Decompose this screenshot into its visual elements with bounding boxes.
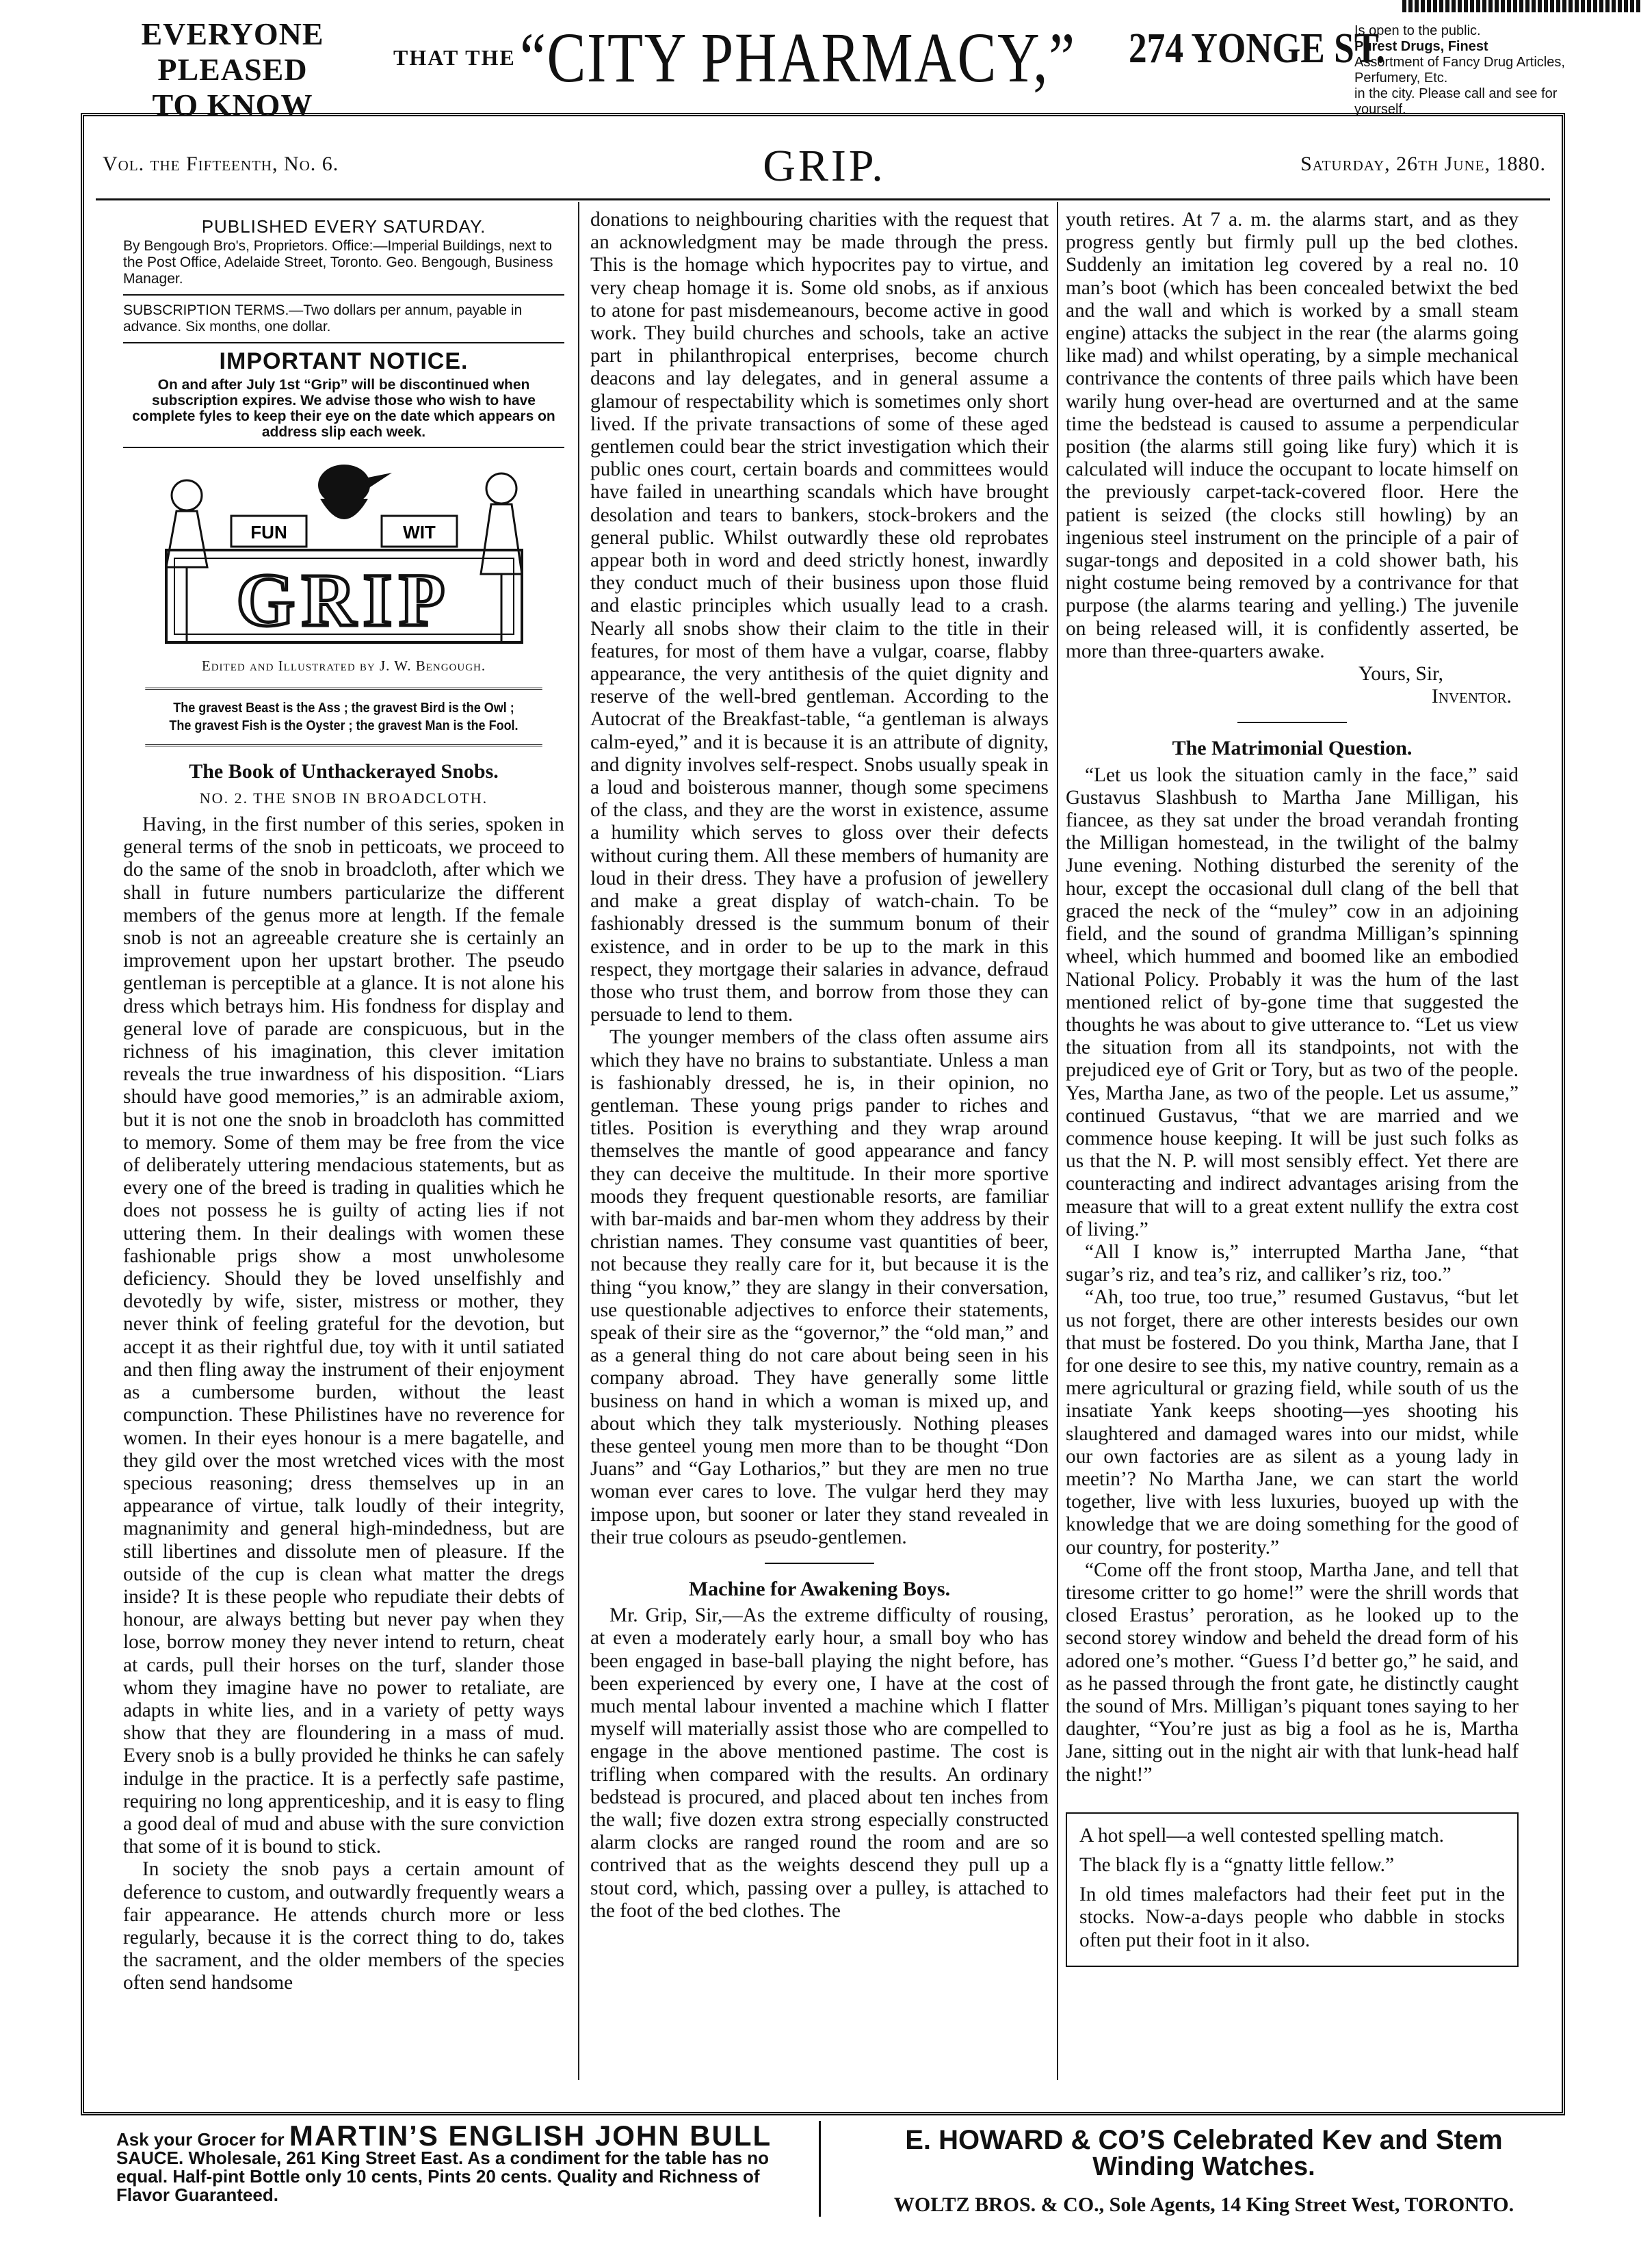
masthead-rule: [96, 198, 1550, 200]
motto-line-1: The gravest Beast is the Ass ; the gravest Bird is the Owl ;: [173, 700, 514, 716]
subscription-terms: SUBSCRIPTION TERMS.—Two dollars per annum, payable in advance. Six months, one dollar.: [123, 302, 523, 335]
snobs-article-title: The Book of Unthackerayed Snobs.: [189, 759, 499, 783]
banner-small-2: Purest Drugs, Finest: [1354, 39, 1488, 54]
column-divider-1: [578, 202, 579, 2080]
section-rule: [765, 1563, 874, 1564]
watch-advert-agents: WOLTZ BROS. & CO., Sole Agents, 14 King Street West, TORONTO.: [893, 2193, 1514, 2216]
machine-paragraph-2: youth retires. At 7 a. m. the alarms start, and as they progress gently but firmly pull up the bed clothes. Suddenly an imitation leg covered by a real no. 10 man’s boot (which has been concealed betwixt the bed and the wall and which is worked by a small steam engine) attacks the subject in the rear (the alarms going like mad) and whilst operating, by a simple mechanical contrivance the contents of three pails which have been warily hung over-head are overturned and at the same time the bedstead is caused to assume a perpendicular position (the alarms still going like fury) which it is calculated will induce the occupant to locate himself on the previously carpet-tack-covered floor. Here the patient is seized (the clocks still howling) by an ingenious steel instrument on the principle of a pair of sugar-tongs and deposited in a cold shower bath, his night costume being removed by a contrivance for that purpose (the alarms tearing and yelling.) The juvenile on being released will, it is confidently asserted, be more than three-quarters awake.: [1066, 209, 1519, 662]
banner-left: [82, 16, 383, 123]
joke-1: A hot spell—a well contested spelling match.: [1079, 1824, 1445, 1847]
notice-body: On and after July 1st “Grip” will be discontinued when subscription expires. We advise those who wish to have complete fyles to keep their eye on the date which appears on address slip each week.: [132, 377, 555, 441]
volume-number: Vol. the Fifteenth, No. 6.: [103, 153, 339, 175]
published-heading: PUBLISHED EVERY SATURDAY.: [201, 216, 486, 237]
sauce-advert-body: SAUCE. Wholesale, 261 King Street East. As a condiment for the table has no equal. Half-pint Bottle only 10 cents, Pints 20 cents. Quality and Richness of Flavor Guaranteed.: [116, 2148, 770, 2205]
banner-left-line1: EVERYONE PLEASED: [141, 16, 324, 87]
matrimonial-paragraph-1: “Let us look the situation camly in the face,” said Gustavus Slashbush to Martha Jane Milligan, his fiancee, as they sat under the broad verandah fronting the Milligan homestead, in the twilight of the balmy June evening. Nothing disturbed the serenity of the hour, except the occasional dull clang of the bell that graced the neck of the “muley” cow in an adjoining field, and the sound of grandma Milligan’s spinning wheel, which hummed and boomed like an embodied National Policy. Probably it was the hum of the last mentioned relict of by-gone time that suggested the thoughts he was about to give utterance to. “Let us view the situation from all its standpoints, not with the prejudiced eye of Grit or Tory, but as two of the people. Yes, Martha Jane, as two of the people. Let us assume,” continued Gustavus, “that we are married and we commence house keeping. It will be just such folks as us that the N. P. will most sensibly effect. Yet there are counteracting and indirect advantages arising from the measure that will to a great extent nullify the extra cost of living.”: [1066, 764, 1519, 1240]
banner-left-line2: TO KNOW: [152, 88, 313, 122]
snobs-paragraph-3: donations to neighbouring charities with the request that an acknowledgment may be made through the press. This is the homage which hypocrites pay to virtue, and very cheap homage it is. Some old snobs, as if anxious to atone for past misdemeanours, become active in good work. They build churches and schools, take an active part in philanthropical enterprises, become church deacons and lay delegates, and in general assume a glamour of respectability which is sometimes only short lived. If the private transactions of some of these aged gentlemen could bear the strict investigation which their public ones court, certain boards and committees would have failed in unearthing scandals which have brought desolation and tears to bankers, stock-brokers and the general public. Whilst outwardly these old reprobates appear both in word and deed strictly honest, inwardly they conduct much of their business upon those fluid and elastic principles which usually lead to a crash. Nearly all snobs show their claim to the title in their features, for most of them have a vulgar, coarse, flabby appearance, the very antithesis of the quiet dignity and reserve of the well-bred gentleman. According to the Autocrat of the Breakfast-table, “a gentleman is always calm-eyed,” and it is because it is an attribute of dignity, and dignity involves self-respect. Snobs usually speak in a loud and boisterous manner, though some specimens of the class, and they are the worst in existence, assume a humility which serves to gloss over their defects without curing them. All these members of humanity are loud in their dress. They have a profusion of jewellery and make a great display of watch-chain. To be fashionably dressed is the summum bonum of their existence, and in order to be up to the mark in this respect, they mortgage their salaries in advance, defraud those who trust them, and borrow from those they can persuade to lend to them.: [590, 209, 1049, 1026]
grip-logo-illustration: [139, 458, 549, 649]
letter-closing: Yours, Sir,: [1358, 663, 1443, 686]
machine-article-title: Machine for Awakening Boys.: [688, 1577, 951, 1600]
letter-signature: Inventor.: [1431, 686, 1512, 708]
banner-store-name: “CITY PHARMACY,”: [520, 18, 1076, 97]
snobs-article-subtitle: NO. 2. THE SNOB IN BROADCLOTH.: [199, 789, 488, 807]
logo-grip-letters: GRIP: [236, 558, 451, 642]
banner-small-4: in the city. Please call and see for yourself.: [1354, 86, 1558, 117]
top-edge-strip: [1402, 0, 1641, 12]
footer-divider: [819, 2121, 821, 2217]
sauce-advert: [116, 2120, 787, 2215]
snobs-paragraph-1: Having, in the first number of this series, spoken in general terms of the snob in petticoats, we proceed to do the same of the snob in broadcloth, after which we shall in future numbers particularize the different members of the genus more at length. If the female snob is not an agreeable creature she is certainly an improvement upon her upstart brother. The pseudo gentleman is perceptible at a glance. It is not alone his dress which betrays him. His fondness for display and general love of parade are conspicuous, but in the richness of his imagination, this clever imitation reveals the true inwardness of his disposition. “Liars should have good memories,” is an admirable axiom, but it is not one the snob in broadcloth has committed to memory. Some of them may be free from the vice of deliberately uttering mendacious statements, but as every one of the breed is trading in qualities which he does not possess he is guilty of acting lies if not uttering them. In their dealings with women these fashionable prigs show a most unwholesome deficiency. Should they be loved unselfishly and devotedly by wife, sister, mistress or mother, they never think of feeling grateful for the devotion, but accept it as their rightful due, toy with it until satiated and then fling away the instrument of their enjoyment as a cumbersome burden, without the least compunction. These Philistines have no reverence for women. In their eyes honour is a mere bagatelle, and they gild over the most wretched vices with the most specious reasoning; dress themselves up in an appearance of virtue, talk loudly of their integrity, magnanimity and general high-mindedness, but are still libertines and dissolute men of pleasure. If the outside of the cup is clean what matter the dregs inside? It is these people who repudiate their debts of honour, are always betting but never pay when they lose, borrow money they never intend to return, cheat at cards, pull their horses on the turf, slander those whom they imagine have no power to retaliate, are adapts in white lies, and in a variety of petty ways show that they are floundering in a mass of mud. Every snob is a bully provided he thinks he can safely indulge in the practice. It is a perfectly safe pastime, requiring no long apprenticeship, and it is easy to fling a good deal of mud and abuse with the sure conviction that some of it is bound to stick.: [123, 813, 564, 1858]
banner-that-the: THAT THE: [393, 45, 516, 70]
watch-advert-line2: Winding Watches.: [1092, 2152, 1315, 2181]
banner-small-1: Is open to the public.: [1354, 23, 1481, 38]
sauce-brand: MARTIN’S ENGLISH JOHN BULL: [289, 2120, 772, 2152]
column-2: [590, 209, 1049, 1922]
divider: [123, 342, 564, 343]
banner-small-print: [1354, 23, 1570, 118]
newspaper-title: GRIP.: [763, 141, 886, 191]
matrimonial-paragraph-2: “All I know is,” interrupted Martha Jane, “that sugar’s riz, and tea’s riz, and calliker’s riz, too.”: [1066, 1240, 1519, 1286]
sauce-advert-lead: Ask your Grocer for: [116, 2129, 289, 2150]
machine-paragraph-1: Mr. Grip, Sir,—As the extreme difficulty of rousing, at even a moderately early hour, a small boy who has been engaged in base-ball playing the night before, has been experienced by every one, I have at the cost of much mental labour invented a machine which I flatter myself will materially assist those who are compelled to engage in the above mentioned pastime. The cost is trifling when compared with the results. An ordinary bedstead is procured, and placed about ten inches from the wall; five dozen extra strong especially constructed alarm clocks are ranged round the room and are so contrived that as the weights descend they pull up a stout cord, which, passing over a pulley, is attached to the foot of the bed clothes. The: [590, 1604, 1049, 1922]
grip-logo-drawing: [139, 458, 549, 649]
masthead: [103, 140, 1546, 192]
column-1: [123, 209, 564, 1995]
notice-title: IMPORTANT NOTICE.: [219, 348, 469, 375]
jokes-box: [1066, 1812, 1519, 1967]
matrimonial-article-title: The Matrimonial Question.: [1172, 737, 1413, 760]
divider: [123, 294, 564, 296]
matrimonial-paragraph-3: “Ah, too true, too true,” resumed Gustavus, “but let us not forget, there are other interests besides our own that must be fostered. Do you think, Martha Jane, that I for one desire to see this, my native country, remain as a mere agricultural or grazing field, while south of us the insatiate Yank keeps shooting—yes shooting his slaughtered and damaged wares into our midst, while our own factories are as silent as a young lady in meetin’? No Martha Jane, we can start the world together, live with less luxuries, buoyed up with the knowledge that we are doing something for the good of our country, for posterity.”: [1066, 1286, 1519, 1559]
divider: [123, 447, 564, 448]
logo-fun-label: FUN: [250, 522, 287, 543]
snobs-paragraph-2: In society the snob pays a certain amount of deference to custom, and outwardly frequently wears a fair appearance. He attends church more or less regularly, because it is the correct thing to do, takes the sacrament, and the older members of the species often send handsome: [123, 1858, 564, 1994]
snobs-paragraph-4: The younger members of the class often assume airs which they have no brains to substantiate. Unless a man is fashionably dressed, he is, in their opinion, no gentleman. These young prigs pander to riches and titles. Position is everything and they wrap around themselves the mantle of good appearance and fancy they can deceive the multitude. In their more sportive moods they frequent questionable resorts, are familiar with bar-maids and bar-men whom they address by their christian names. They consume vast quantities of beer, not because they really care for it, but because it is the thing “you know,” they are slangy in their conversation, use questionable adjectives to enforce their statements, speak of their sire as the “governor,” the “old man,” and as a general thing do not care about being seen in his company abroad. They have generally some little business on hand in which a woman is mixed up, and about which they talk mysteriously. Nothing pleases these genteel young men more than to be thought “Don Juans” and “Gay Lotharios,” but they are men no true woman ever cares to love. The vulgar herd they may impose upon, but sooner or later they stand revealed in their true colours as pseudo-gentlemen.: [590, 1026, 1049, 1548]
issue-date: Saturday, 26th June, 1880.: [1300, 153, 1546, 175]
joke-2: The black fly is a “gnatty little fellow.”: [1079, 1854, 1395, 1877]
logo-caption: Edited and Illustrated by J. W. Bengough.: [201, 657, 486, 675]
banner-address: 274 YONGE ST.: [1129, 25, 1385, 72]
banner-small-3: Assortment of Fancy Drug Articles, Perfumery, Etc.: [1354, 55, 1565, 86]
watch-advert-line1: E. HOWARD & CO’S Celebrated Kev and Stem: [905, 2125, 1503, 2155]
joke-3: In old times malefactors had their feet put in the stocks. Now-a-days people who dabble in stocks often put their foot in it also.: [1079, 1884, 1505, 1951]
pharmacy-banner: [82, 12, 1566, 122]
mottos-box: [145, 688, 542, 746]
column-3: [1066, 209, 1519, 1967]
logo-wit-label: WIT: [402, 522, 436, 543]
section-rule: [1237, 722, 1347, 723]
watch-advert: [862, 2126, 1546, 2215]
motto-line-2: The gravest Fish is the Oyster ; the gravest Man is the Fool.: [169, 718, 518, 733]
matrimonial-paragraph-4: “Come off the front stoop, Martha Jane, and tell that tiresome critter to go home!” were the shrill words that closed Erastus’ peroration, as he looked up to the second storey window and beheld the dread form of his adored one’s mother. “Guess I’d better go,” he said, and as he passed through the front gate, he distinctly caught the sound of Mrs. Milligan’s piquant tones saying to her daughter, “You’re just as big a fool as he is, Martha Jane, sitting out in the night air with that lunk-head half the night!”: [1066, 1559, 1519, 1786]
publisher-info: By Bengough Bro's, Proprietors. Office:—Imperial Buildings, next to the Post Office, Adelaide Street, Toronto. Geo. Bengough, Business Manager.: [123, 238, 553, 287]
column-divider-2: [1057, 202, 1058, 2080]
